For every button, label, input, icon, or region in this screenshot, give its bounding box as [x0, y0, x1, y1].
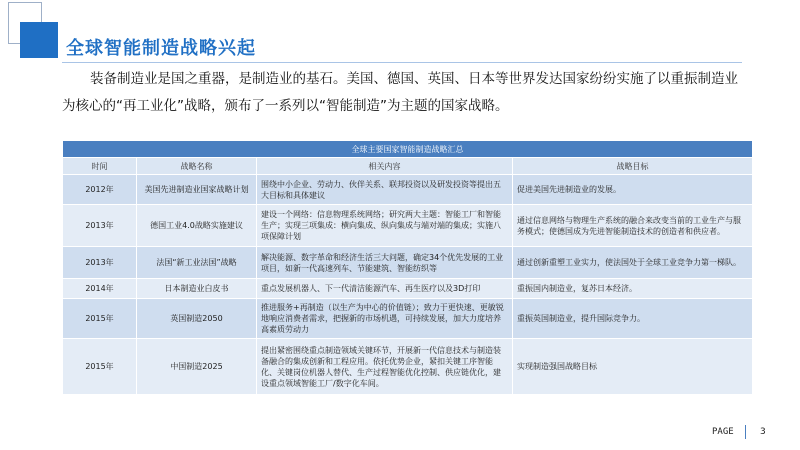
- page-label: PAGE: [712, 427, 734, 437]
- corner-decoration-block: [20, 22, 58, 58]
- page-separator: [745, 425, 746, 439]
- cell-content: 提出紧密围绕重点制造领域关键环节，开展新一代信息技术与制造装备融合的集成创新和工程应用。依托优势企业，紧扣关键工序智能化、关键岗位机器人替代、生产过程智能优化控制、供应链优化，建设重点领域智能工厂/数字化车间。: [257, 339, 513, 395]
- cell-name: 法国“新工业法国”战略: [137, 247, 257, 279]
- table-row: [63, 205, 753, 247]
- cell-time: 2015年: [63, 299, 137, 339]
- cell-goal: 重振国内制造业，复苏日本经济。: [513, 279, 753, 299]
- cell-goal: 促进美国先进制造业的发展。: [513, 175, 753, 205]
- cell-time: 2015年: [63, 339, 137, 395]
- cell-name: 美国先进制造业国家战略计划: [137, 175, 257, 205]
- cell-content: 建设一个网络：信息物理系统网络；研究两大主题：智能工厂和智能生产；实现三项集成：横向集成、纵向集成与端对端的集成；实施八项保障计划: [257, 205, 513, 247]
- table-header-row: [63, 158, 753, 175]
- cell-name: 中国制造2025: [137, 339, 257, 395]
- cell-content: 重点发展机器人、下一代清洁能源汽车、再生医疗以及3D打印: [257, 279, 513, 299]
- table-row: [63, 175, 753, 205]
- column-header-name: 战略名称: [137, 158, 257, 175]
- cell-time: 2013年: [63, 205, 137, 247]
- cell-goal: 通过创新重塑工业实力，使法国处于全球工业竞争力第一梯队。: [513, 247, 753, 279]
- cell-name: 英国制造2050: [137, 299, 257, 339]
- cell-content: 推进服务+再制造（以生产为中心的价值链）；致力于更快速、更敏锐地响应消费者需求，把握新的市场机遇，可持续发展，加大力度培养高素质劳动力: [257, 299, 513, 339]
- cell-name: 德国工业4.0战略实施建议: [137, 205, 257, 247]
- cell-name: 日本制造业白皮书: [137, 279, 257, 299]
- title-divider: [62, 62, 742, 63]
- intro-paragraph: 装备制造业是国之重器，是制造业的基石。美国、德国、英国、日本等世界发达国家纷纷实施了以重振制造业为核心的“再工业化”战略，颁布了一系列以“智能制造”为主题的国家战略。: [62, 71, 738, 114]
- cell-time: 2013年: [63, 247, 137, 279]
- cell-time: 2012年: [63, 175, 137, 205]
- table-caption-row: [63, 141, 753, 158]
- strategy-summary-table: [62, 140, 753, 395]
- table-row: [63, 279, 753, 299]
- cell-content: 解决能源、数字革命和经济生活三大问题，确定34个优先发展的工业项目，如新一代高速列车、节能建筑、智能纺织等: [257, 247, 513, 279]
- slide-title: 全球智能制造战略兴起: [66, 38, 256, 59]
- table-row: [63, 339, 753, 395]
- cell-goal: 通过信息网络与物理生产系统的融合来改变当前的工业生产与服务模式；使德国成为先进智能制造技术的创造者和供应者。: [513, 205, 753, 247]
- column-header-time: 时间: [63, 158, 137, 175]
- page-number: 3: [760, 427, 766, 437]
- table-row: [63, 247, 753, 279]
- cell-goal: 实现制造强国战略目标: [513, 339, 753, 395]
- cell-time: 2014年: [63, 279, 137, 299]
- cell-content: 围绕中小企业、劳动力、伙伴关系、联邦投资以及研发投资等提出五大目标和具体建议: [257, 175, 513, 205]
- cell-goal: 重振英国制造业，提升国际竞争力。: [513, 299, 753, 339]
- table-caption: 全球主要国家智能制造战略汇总: [63, 141, 753, 158]
- table-row: [63, 299, 753, 339]
- column-header-content: 相关内容: [257, 158, 513, 175]
- column-header-goal: 战略目标: [513, 158, 753, 175]
